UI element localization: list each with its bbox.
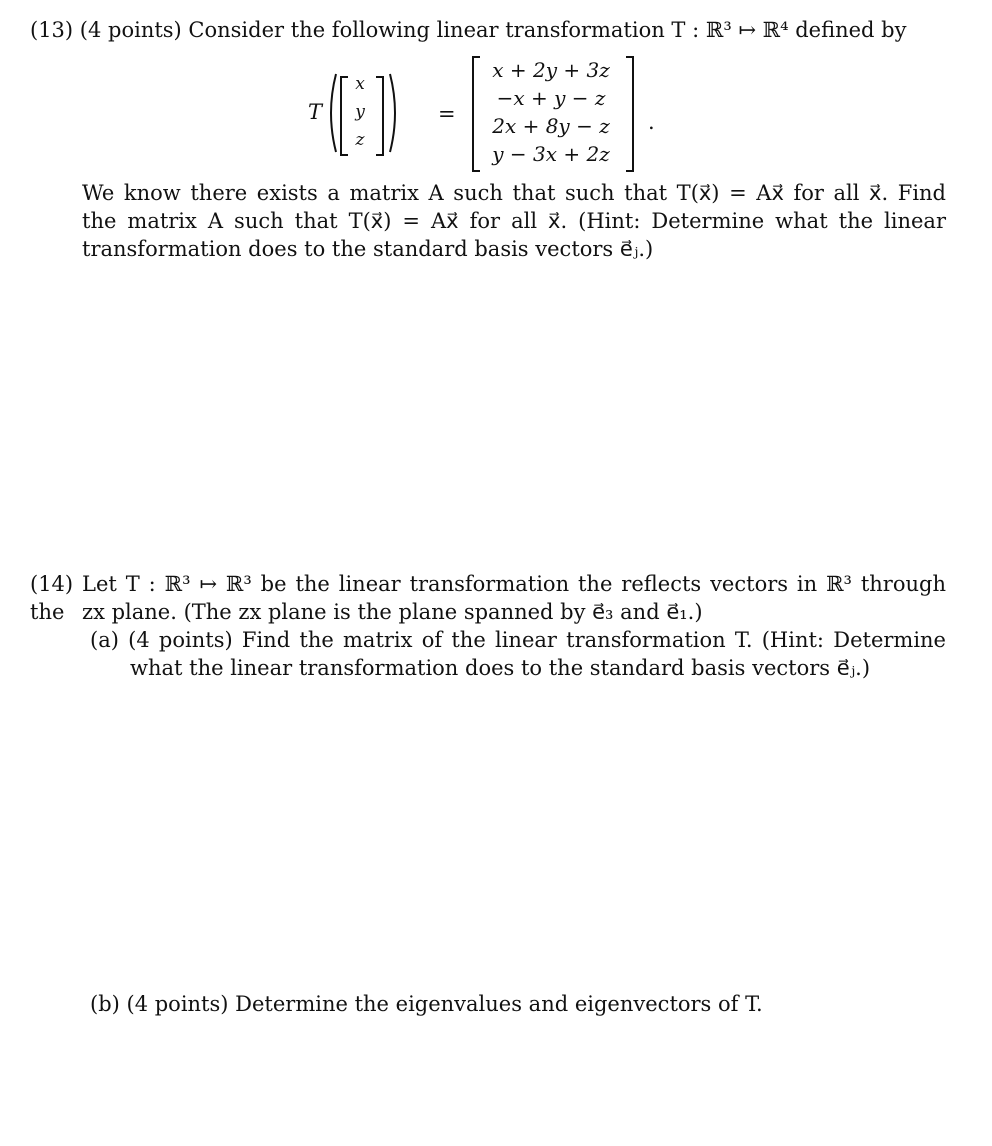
input-x: x	[355, 74, 365, 94]
q14a-line-2: what the linear transformation does to the standard basis vectors e⃗ⱼ.)	[130, 656, 871, 680]
output-right-bracket	[626, 56, 634, 172]
q13-para-line-1: We know there exists a matrix A such that such that T(x⃗) = Ax⃗ for all x⃗. Find	[82, 181, 946, 205]
q14-heading-line-2: zx plane. (The zx plane is the plane spanned by e⃗₃ and e⃗₁.)	[82, 600, 703, 624]
input-z: z	[355, 130, 365, 150]
output-row-4: y − 3x + 2z	[492, 142, 610, 166]
q14-heading: (14) Let T : ℝ³ ↦ ℝ³ be the linear transformation the reflects vectors in ℝ³ through the	[30, 572, 946, 624]
q14a-line-1: (a) (4 points) Find the matrix of the linear transformation T. (Hint: Determine	[90, 628, 946, 652]
equation-period: .	[648, 110, 655, 134]
q13-heading: (13) (4 points) Consider the following linear transformation T : ℝ³ ↦ ℝ⁴ defined by	[30, 18, 907, 42]
output-row-3: 2x + 8y − z	[492, 114, 610, 138]
left-paren	[324, 72, 338, 154]
right-paren	[388, 72, 402, 154]
output-row-1: x + 2y + 3z	[492, 58, 610, 82]
q13-para-line-2: the matrix A such that T(x⃗) = Ax⃗ for all x⃗. (Hint: Determine what the linear	[82, 209, 946, 233]
q13-display-equation	[300, 54, 660, 174]
equals-sign: =	[438, 102, 456, 126]
input-right-bracket	[376, 76, 384, 156]
q13-para-line-3: transformation does to the standard basis vectors e⃗ⱼ.)	[82, 237, 654, 261]
input-left-bracket	[340, 76, 348, 156]
output-row-2: −x + y − z	[496, 86, 606, 110]
input-y: y	[355, 102, 365, 122]
q14b-line-1: (b) (4 points) Determine the eigenvalues and eigenvectors of T.	[90, 992, 763, 1016]
transform-symbol: T	[308, 100, 323, 124]
